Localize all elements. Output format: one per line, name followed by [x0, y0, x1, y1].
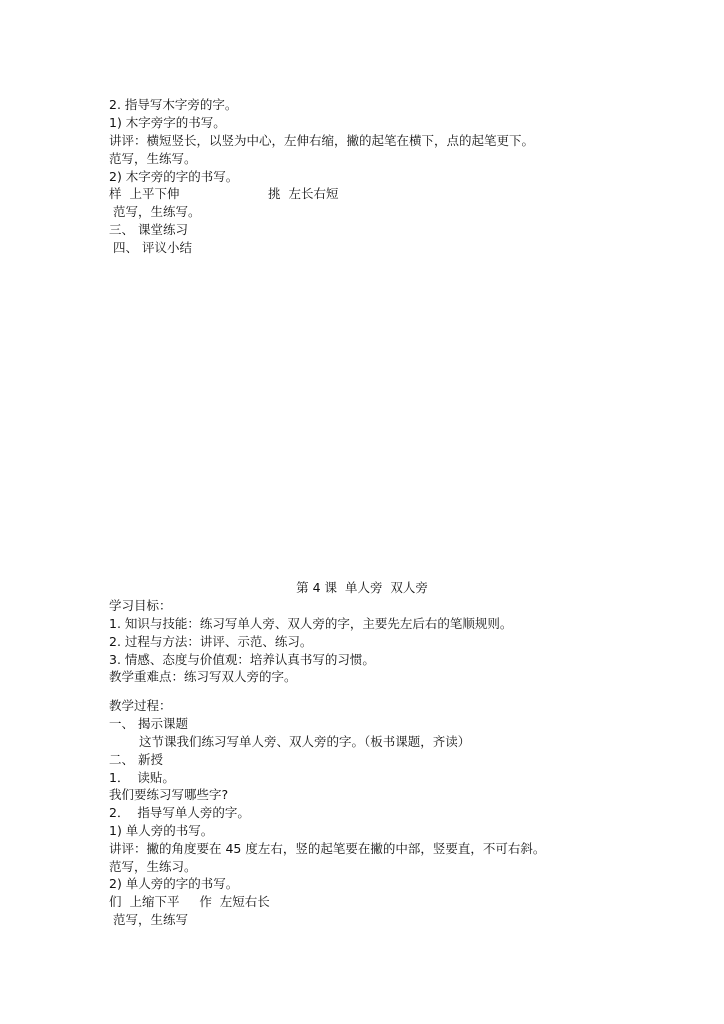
process-intro-line: 这节课我们练习写单人旁、双人旁的字。（板书课题，齐读） — [139, 734, 471, 749]
danrenpang-char-writing: 2) 单人旁的字的书写。 — [109, 876, 239, 891]
step-2-heading: 2. 指导写木字旁的字。 — [109, 97, 238, 112]
demo-line-2: 范写，生练写。 — [109, 204, 201, 219]
goals-heading: 学习目标： — [109, 598, 172, 613]
char-examples: 们 上缩下平 作 左短右长 — [109, 894, 270, 909]
demo-line: 范写，生练写。 — [109, 151, 197, 166]
section-4-heading: 四、 评议小结 — [109, 240, 192, 255]
section-3-heading: 三、 课堂练习 — [109, 222, 188, 237]
substep-2-heading: 2) 木字旁的字的书写。 — [109, 169, 239, 184]
question-line: 我们要练习写哪些字? — [109, 787, 229, 802]
danrenpang-critique: 讲评：撇的角度要在 45 度左右，竖的起笔要在撇的中部，竖要直，不可右斜。 — [109, 841, 546, 856]
key-point: 教学重难点：练习写双人旁的字。 — [109, 669, 297, 684]
read-copybook: 1． 读贴。 — [109, 770, 175, 785]
demo-practice-2: 范写，生练写 — [109, 912, 188, 927]
process-heading: 教学过程： — [109, 698, 172, 713]
goal-1: 1. 知识与技能：练习写单人旁、双人旁的字，主要先左后右的笔顺规则。 — [109, 616, 513, 631]
example-char-yang: 样 上平下伸 — [109, 186, 180, 201]
lesson-title: 第 4 课 单人旁 双人旁 — [296, 580, 428, 595]
guide-danrenpang: 2． 指导写单人旁的字。 — [109, 805, 250, 820]
demo-practice: 范写，生练习。 — [109, 859, 197, 874]
critique-line: 讲评：横短竖长，以竖为中心，左伸右缩，撇的起笔在横下，点的起笔更下。 — [109, 133, 535, 148]
danrenpang-writing: 1) 单人旁的书写。 — [109, 823, 214, 838]
process-step-2: 二、 新授 — [109, 752, 163, 767]
goal-2: 2. 过程与方法：讲评、示范、练习。 — [109, 634, 313, 649]
example-char-tiao: 挑 左长右短 — [268, 186, 339, 201]
substep-1-heading: 1) 木字旁字的书写。 — [109, 115, 226, 130]
goal-3: 3. 情感、态度与价值观：培养认真书写的习惯。 — [109, 652, 375, 667]
process-step-1: 一、 揭示课题 — [109, 716, 188, 731]
